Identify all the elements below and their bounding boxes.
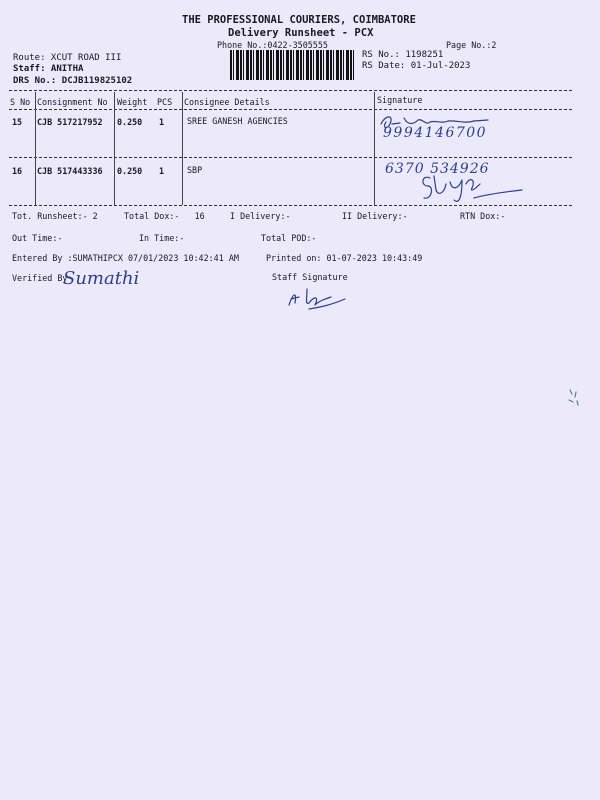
i-delivery: I Delivery:- (230, 211, 291, 221)
row-separator (9, 157, 572, 158)
page-number: Page No.:2 (446, 40, 497, 50)
row-weight: 0.250 (117, 166, 143, 176)
header-pcs: PCS (157, 97, 173, 107)
rs-number: RS No.: 1198251 (362, 50, 444, 60)
column-divider (182, 92, 183, 205)
ii-delivery: II Delivery:- (342, 211, 408, 221)
scan-mark (566, 388, 582, 408)
row-consignment: CJB 517443336 (37, 166, 103, 176)
row-weight: 0.250 (117, 117, 143, 127)
phone-number: Phone No.:0422-3505555 (217, 40, 328, 50)
recipient-phone-handwritten: 6370 534926 (385, 161, 490, 177)
verified-by-label: Verified By (12, 273, 68, 283)
rtn-dox: RTN Dox:- (460, 211, 506, 221)
entered-by: Entered By :SUMATHIPCX 07/01/2023 10:42:41 AM (12, 253, 239, 263)
row-sno: 16 (12, 166, 23, 176)
in-time: In Time:- (139, 233, 185, 243)
drs-value: DCJB119825102 (61, 76, 133, 86)
row-consignment: CJB 517217952 (37, 117, 103, 127)
rs-date: RS Date: 01-Jul-2023 (362, 61, 471, 71)
recipient-signature (418, 170, 528, 210)
total-pod: Total POD:- (261, 233, 317, 243)
total-dox (124, 211, 205, 221)
row-pcs: 1 (159, 166, 165, 176)
recipient-phone-handwritten: 9994146700 (383, 125, 488, 141)
row-sno: 15 (12, 117, 23, 127)
out-time: Out Time:- (12, 233, 63, 243)
route: Route: XCUT ROAD III (13, 53, 122, 63)
drs-label: DRS No.: (13, 76, 57, 86)
header-signature: Signature (377, 95, 423, 105)
row-consignee: SBP (187, 165, 203, 175)
column-divider (114, 92, 115, 205)
total-dox-value: 16 (194, 211, 205, 221)
document-title: Delivery Runsheet - PCX (228, 27, 374, 39)
barcode (230, 50, 356, 80)
total-dox-label: Total Dox:- (124, 211, 180, 221)
printed-on: Printed on: 01-07-2023 10:43:49 (266, 253, 423, 263)
column-divider (35, 92, 36, 205)
table-top-rule (9, 90, 572, 91)
column-divider (374, 92, 375, 205)
table-header-rule (9, 109, 572, 110)
company-name: THE PROFESSIONAL COURIERS, COIMBATORE (182, 14, 416, 26)
staff: Staff: ANITHA (13, 64, 84, 74)
staff-signature (285, 285, 355, 315)
header-sno: S No (10, 97, 31, 107)
header-consignment: Consignment No (37, 97, 108, 107)
drs-number (13, 76, 132, 86)
total-runsheet: Tot. Runsheet:- 2 (12, 211, 98, 221)
staff-signature-label: Staff Signature (272, 272, 348, 282)
row-consignee: SREE GANESH AGENCIES (187, 116, 288, 126)
header-consignee: Consignee Details (184, 97, 270, 107)
verified-signature: Sumathi (63, 268, 140, 289)
row-pcs: 1 (159, 117, 165, 127)
header-weight: Weight (117, 97, 148, 107)
